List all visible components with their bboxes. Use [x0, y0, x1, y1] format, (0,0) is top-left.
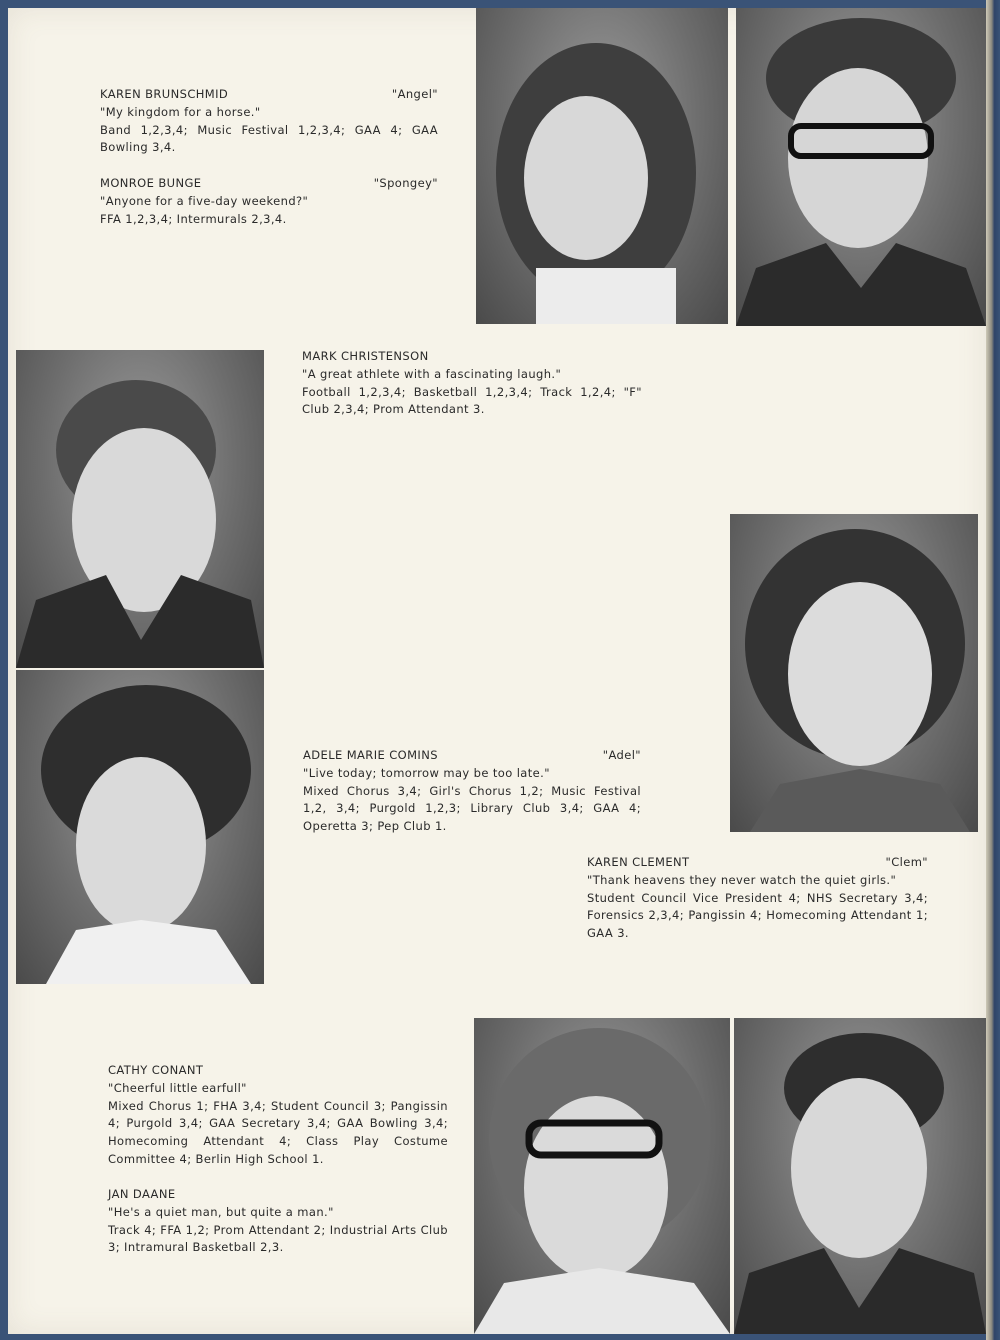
entry-karen-brunschmid [100, 86, 438, 157]
student-activities: FFA 1,2,3,4; Intermurals 2,3,4. [100, 211, 287, 226]
student-quote: "He's a quiet man, but quite a man." [108, 1204, 334, 1219]
student-name: KAREN CLEMENT [587, 855, 690, 869]
entry-jan-daane [108, 1186, 448, 1257]
student-name: CATHY CONANT [108, 1063, 204, 1077]
student-nickname: "Angel" [391, 87, 438, 101]
entry-adele-marie-comins [303, 747, 641, 836]
student-name: ADELE MARIE COMINS [303, 748, 438, 762]
student-activities: Mixed Chorus 1; FHA 3,4; Student Council 3; Pangissin 4; Purgold 3,4; GAA Secretary 3,4; GAA Bowling 3,4; Homecoming Attendant 4; Class Play Costume Committee 4; Berlin High School 1. [108, 1098, 448, 1166]
student-activities: Mixed Chorus 3,4; Girl's Chorus 1,2; Music Festival 1,2, 3,4; Purgold 1,2,3; Library Club 3,4; GAA 4; Operetta 3; Pep Club 1. [303, 783, 641, 834]
portrait-cathy-conant [474, 1018, 730, 1334]
student-nickname: "Spongey" [373, 176, 438, 190]
student-name: MARK CHRISTENSON [302, 349, 429, 363]
portrait-mark-christenson [16, 350, 264, 668]
student-quote: "Thank heavens they never watch the quiet girls." [587, 872, 897, 887]
student-activities: Student Council Vice President 4; NHS Secretary 3,4; Forensics 2,3,4; Pangissin 4; Homecoming Attendant 1; GAA 3. [587, 890, 928, 941]
entry-karen-clement [587, 854, 928, 943]
student-nickname: "Clem" [885, 855, 928, 869]
student-name: MONROE BUNGE [100, 176, 202, 190]
student-activities: Track 4; FFA 1,2; Prom Attendant 2; Industrial Arts Club 3; Intramural Basketball 2,3. [108, 1222, 448, 1255]
entry-monroe-bunge [100, 175, 438, 228]
student-activities: Football 1,2,3,4; Basketball 1,2,3,4; Track 1,2,4; "F" Club 2,3,4; Prom Attendant 3. [302, 384, 642, 417]
student-quote: "Anyone for a five-day weekend?" [100, 193, 309, 208]
entry-mark-christenson [302, 348, 642, 419]
portrait-jan-daane [734, 1018, 986, 1334]
student-quote: "My kingdom for a horse." [100, 104, 261, 119]
portrait-karen-clement [730, 514, 978, 832]
student-quote: "A great athlete with a fascinating laugh." [302, 366, 562, 381]
portrait-monroe-bunge [736, 8, 986, 326]
student-quote: "Cheerful little earfull" [108, 1080, 247, 1095]
book-spine [986, 0, 1000, 1340]
entry-cathy-conant [108, 1062, 448, 1169]
student-activities: Band 1,2,3,4; Music Festival 1,2,3,4; GAA 4; GAA Bowling 3,4. [100, 122, 438, 155]
portrait-karen-brunschmid [476, 8, 728, 324]
student-name: KAREN BRUNSCHMID [100, 87, 229, 101]
student-quote: "Live today; tomorrow may be too late." [303, 765, 550, 780]
portrait-adele-marie-comins [16, 670, 264, 984]
student-name: JAN DAANE [108, 1187, 176, 1201]
student-nickname: "Adel" [602, 748, 641, 762]
yearbook-page [8, 8, 986, 1334]
